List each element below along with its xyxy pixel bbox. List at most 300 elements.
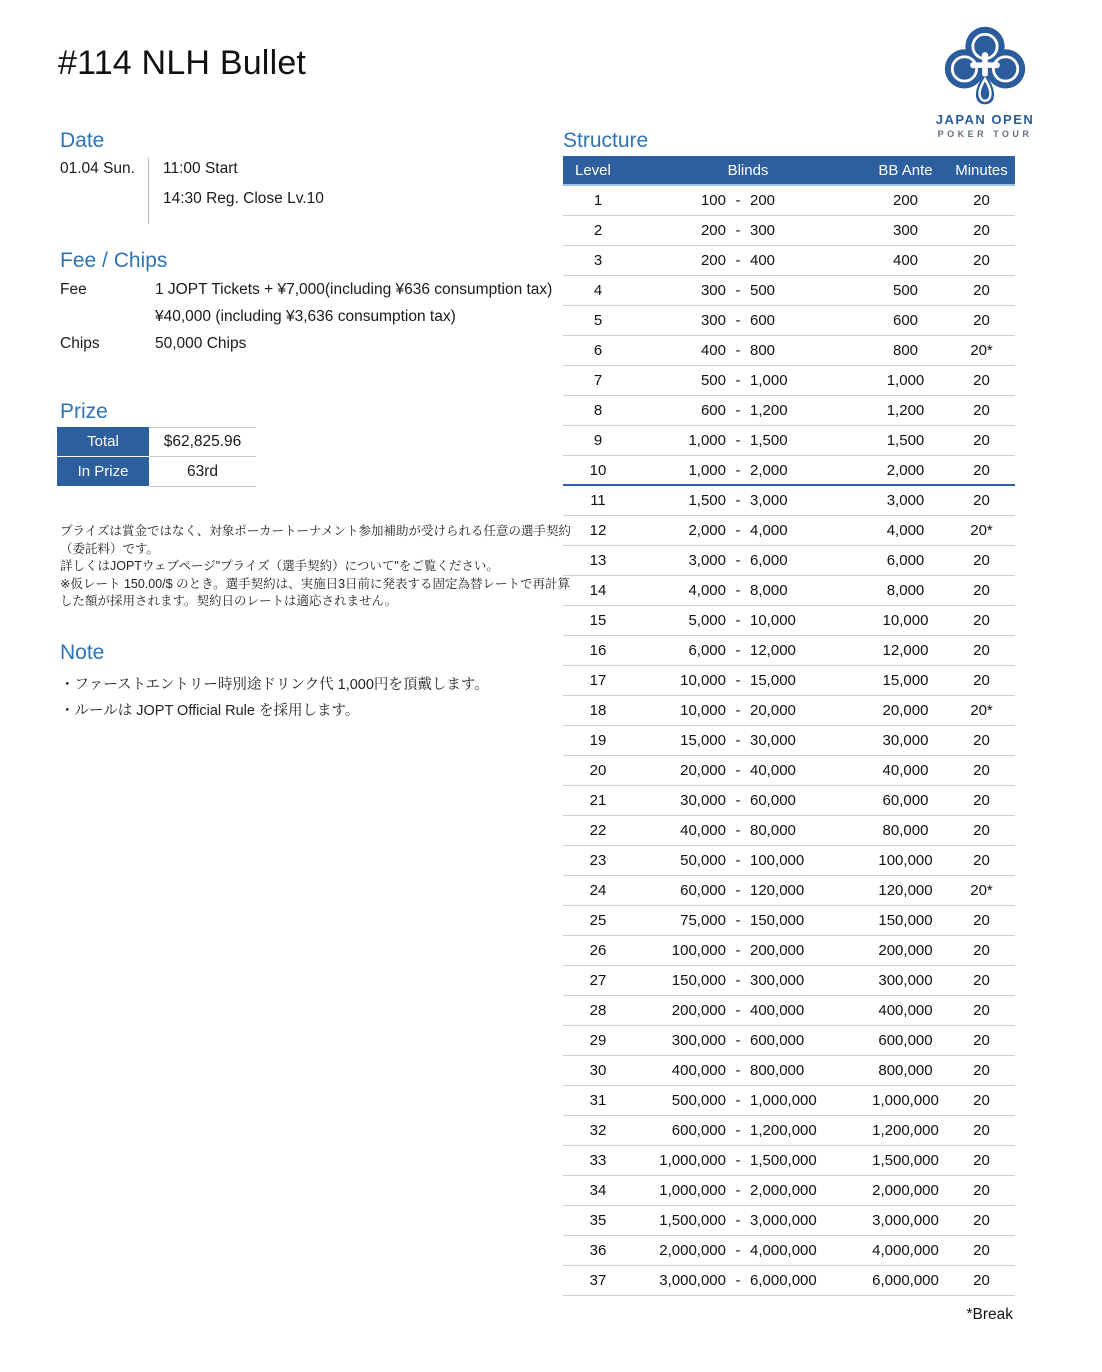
- bb-ante-cell: 60,000: [882, 792, 929, 809]
- structure-level-row: [563, 306, 1015, 336]
- big-blind-cell: 120,000: [750, 882, 805, 899]
- chips-label: Chips: [60, 335, 100, 352]
- structure-level-row: [563, 396, 1015, 426]
- small-blind-cell: 2,000,000: [659, 1242, 726, 1259]
- minutes-cell: 20: [973, 912, 990, 929]
- structure-level-row: [563, 696, 1015, 726]
- disclaimer-line-3: ※仮レート 150.00/$ のとき。選手契約は、実施日3日前に発表する固定為替レートで再計算した額が採用されます。契約日のレートは適応されません。: [60, 576, 571, 608]
- big-blind-cell: 30,000: [750, 732, 796, 749]
- page-title: #114 NLH Bullet: [58, 44, 307, 82]
- level-cell: 3: [593, 252, 603, 269]
- minutes-cell: 20: [973, 612, 990, 629]
- small-blind-cell: 4,000: [688, 582, 726, 599]
- structure-level-row: [563, 1116, 1015, 1146]
- big-blind-cell: 1,200,000: [750, 1122, 817, 1139]
- minutes-cell: 20: [973, 312, 990, 329]
- small-blind-cell: 1,000,000: [659, 1152, 726, 1169]
- level-cell: 29: [589, 1032, 607, 1049]
- small-blind-cell: 1,000: [688, 461, 726, 479]
- prize-disclaimer: [60, 523, 574, 611]
- blinds-dash: -: [735, 882, 741, 899]
- minutes-cell: 20: [973, 192, 990, 209]
- blinds-dash: -: [735, 1242, 741, 1259]
- prize-inprize-label: In Prize: [57, 457, 149, 487]
- level-cell: 27: [589, 972, 607, 989]
- blinds-dash: -: [735, 372, 741, 389]
- small-blind-cell: 600,000: [671, 1122, 726, 1139]
- note-section: [60, 672, 574, 724]
- blinds-dash: -: [735, 762, 741, 779]
- blinds-dash: -: [735, 402, 741, 419]
- small-blind-cell: 3,000: [688, 552, 726, 569]
- bb-ante-cell: 6,000,000: [872, 1272, 939, 1289]
- minutes-cell: 20: [973, 432, 990, 449]
- blinds-dash: -: [735, 972, 741, 989]
- bb-ante-cell: 1,000: [886, 372, 925, 389]
- blinds-dash: -: [735, 1032, 741, 1049]
- big-blind-cell: 40,000: [750, 762, 796, 779]
- level-cell: 6: [593, 342, 603, 359]
- structure-level-row: [563, 216, 1015, 246]
- structure-level-row: [563, 906, 1015, 936]
- blinds-dash: -: [735, 1152, 741, 1169]
- prize-total-label: Total: [57, 427, 149, 457]
- structure-level-row: [563, 516, 1015, 546]
- structure-level-row: [563, 726, 1015, 756]
- date-section: [60, 158, 440, 224]
- minutes-cell: 20: [973, 642, 990, 659]
- structure-level-row: [563, 186, 1015, 216]
- structure-level-row: [563, 576, 1015, 606]
- blinds-dash: -: [735, 522, 741, 539]
- minutes-cell: 20: [973, 222, 990, 239]
- prize-table: [57, 427, 256, 487]
- bb-ante-cell: 3,000: [886, 492, 925, 509]
- prize-inprize-row: [57, 457, 256, 487]
- club-suit-icon: [937, 24, 1033, 110]
- blinds-dash: -: [735, 642, 741, 659]
- blinds-dash: -: [735, 252, 741, 269]
- minutes-cell: 20*: [970, 522, 993, 539]
- small-blind-cell: 1,000: [688, 432, 726, 449]
- structure-level-row: [563, 246, 1015, 276]
- structure-level-row: [563, 846, 1015, 876]
- blinds-dash: -: [735, 222, 741, 239]
- big-blind-cell: 400: [750, 252, 776, 269]
- note-item-2: ・ルールは JOPT Official Rule を採用します。: [60, 703, 360, 719]
- bb-ante-cell: 400: [892, 252, 919, 269]
- blinds-dash: -: [735, 1182, 741, 1199]
- japan-open-poker-tour-logo: [930, 24, 1040, 139]
- minutes-cell: 20: [973, 762, 990, 779]
- bb-ante-cell: 4,000: [886, 522, 925, 539]
- blinds-dash: -: [735, 792, 741, 809]
- minutes-cell: 20: [973, 972, 990, 989]
- prize-total-row: [57, 427, 256, 457]
- blinds-dash: -: [735, 312, 741, 329]
- bb-ante-cell: 15,000: [882, 672, 929, 689]
- small-blind-cell: 500: [700, 372, 726, 389]
- bb-ante-cell: 10,000: [882, 612, 929, 629]
- bb-ante-cell: 150,000: [878, 912, 933, 929]
- chips-value: 50,000 Chips: [155, 335, 247, 352]
- level-cell: 23: [589, 852, 607, 869]
- blinds-dash: -: [735, 1212, 741, 1229]
- small-blind-cell: 200: [700, 252, 726, 269]
- note-item-1: ・ファーストエントリー時別途ドリンク代 1,000円を頂戴します。: [60, 677, 489, 693]
- small-blind-cell: 50,000: [680, 852, 726, 869]
- note-heading: Note: [60, 641, 105, 664]
- blinds-dash: -: [735, 342, 741, 359]
- small-blind-cell: 150,000: [671, 972, 726, 989]
- small-blind-cell: 400,000: [671, 1062, 726, 1079]
- structure-level-row: [563, 1146, 1015, 1176]
- small-blind-cell: 1,500,000: [659, 1212, 726, 1229]
- structure-level-row: [563, 1266, 1015, 1296]
- big-blind-cell: 600: [750, 312, 776, 329]
- big-blind-cell: 80,000: [750, 822, 796, 839]
- blinds-dash: -: [735, 492, 741, 509]
- structure-level-row: [563, 1236, 1015, 1266]
- big-blind-cell: 10,000: [750, 612, 796, 629]
- bb-ante-cell: 400,000: [878, 1002, 933, 1019]
- structure-level-row: [563, 366, 1015, 396]
- structure-level-row: [563, 426, 1015, 456]
- level-cell: 12: [589, 522, 607, 539]
- minutes-cell: 20: [973, 1092, 990, 1109]
- blinds-dash: -: [735, 1272, 741, 1289]
- blinds-dash: -: [735, 461, 741, 479]
- structure-level-row: [563, 486, 1015, 516]
- prize-total-value: $62,825.96: [149, 427, 256, 457]
- small-blind-cell: 500,000: [671, 1092, 726, 1109]
- bb-ante-cell: 200: [892, 192, 919, 209]
- small-blind-cell: 10,000: [680, 672, 726, 689]
- small-blind-cell: 75,000: [680, 912, 726, 929]
- big-blind-cell: 15,000: [750, 672, 796, 689]
- minutes-cell: 20*: [970, 702, 993, 719]
- structure-level-row: [563, 1086, 1015, 1116]
- level-cell: 5: [593, 312, 603, 329]
- blinds-dash: -: [735, 672, 741, 689]
- disclaimer-line-2: 詳しくはJOPTウェブページ"プライズ（選手契約）について"をご覧ください。: [60, 559, 499, 573]
- small-blind-cell: 60,000: [680, 882, 726, 899]
- level-cell: 32: [589, 1122, 607, 1139]
- level-cell: 30: [589, 1062, 607, 1079]
- small-blind-cell: 2,000: [688, 522, 726, 539]
- big-blind-cell: 6,000: [750, 552, 788, 569]
- minutes-cell: 20: [973, 461, 990, 479]
- structure-level-row: [563, 936, 1015, 966]
- level-cell: 9: [593, 432, 603, 449]
- minutes-cell: 20*: [970, 342, 993, 359]
- big-blind-cell: 300: [750, 222, 776, 239]
- structure-level-row: [563, 276, 1015, 306]
- bb-ante-cell: 12,000: [882, 642, 929, 659]
- level-cell: 22: [589, 822, 607, 839]
- big-blind-cell: 8,000: [750, 582, 788, 599]
- bb-ante-cell: 120,000: [878, 882, 933, 899]
- level-cell: 35: [589, 1212, 607, 1229]
- structure-level-row: [563, 606, 1015, 636]
- structure-level-row: [563, 336, 1015, 366]
- minutes-cell: 20: [973, 822, 990, 839]
- minutes-cell: 20*: [970, 882, 993, 899]
- small-blind-cell: 300: [700, 282, 726, 299]
- minutes-cell: 20: [973, 372, 990, 389]
- minutes-cell: 20: [973, 252, 990, 269]
- minutes-cell: 20: [973, 1062, 990, 1079]
- start-time: 11:00 Start: [163, 160, 238, 177]
- big-blind-cell: 1,200: [750, 402, 788, 419]
- big-blind-cell: 200,000: [750, 942, 805, 959]
- big-blind-cell: 600,000: [750, 1032, 805, 1049]
- bb-ante-cell: 1,500,000: [872, 1152, 939, 1169]
- small-blind-cell: 100: [700, 192, 726, 209]
- bb-ante-cell: 300,000: [878, 972, 933, 989]
- bb-ante-cell: 800,000: [878, 1062, 933, 1079]
- bb-ante-cell: 6,000: [886, 552, 925, 569]
- big-blind-cell: 500: [750, 282, 776, 299]
- column-header-bb-ante: BB Ante: [878, 161, 933, 179]
- structure-level-row: [563, 636, 1015, 666]
- level-cell: 18: [589, 702, 607, 719]
- bb-ante-cell: 4,000,000: [872, 1242, 939, 1259]
- big-blind-cell: 1,000: [750, 372, 788, 389]
- bb-ante-cell: 2,000,000: [872, 1182, 939, 1199]
- prize-heading: Prize: [60, 400, 108, 423]
- minutes-cell: 20: [973, 492, 990, 509]
- small-blind-cell: 20,000: [680, 762, 726, 779]
- level-cell: 8: [593, 402, 603, 419]
- bb-ante-cell: 1,200: [886, 402, 925, 419]
- fee-value-line2: ¥40,000 (including ¥3,636 consumption tax): [155, 308, 456, 325]
- level-cell: 2: [593, 222, 603, 239]
- fee-chips-heading: Fee / Chips: [60, 249, 168, 272]
- minutes-cell: 20: [973, 552, 990, 569]
- structure-table-body: [563, 186, 1015, 1296]
- minutes-cell: 20: [973, 1272, 990, 1289]
- big-blind-cell: 800,000: [750, 1062, 805, 1079]
- structure-table-header: [563, 156, 1015, 186]
- bb-ante-cell: 100,000: [878, 852, 933, 869]
- logo-text-japan-open: JAPAN OPEN: [935, 112, 1035, 127]
- minutes-cell: 20: [973, 282, 990, 299]
- level-cell: 19: [589, 732, 607, 749]
- bb-ante-cell: 300: [892, 222, 919, 239]
- bb-ante-cell: 8,000: [886, 582, 925, 599]
- big-blind-cell: 20,000: [750, 702, 796, 719]
- blinds-dash: -: [735, 732, 741, 749]
- structure-level-row: [563, 456, 1015, 486]
- minutes-cell: 20: [973, 1212, 990, 1229]
- small-blind-cell: 300,000: [671, 1032, 726, 1049]
- level-cell: 14: [589, 582, 607, 599]
- small-blind-cell: 15,000: [680, 732, 726, 749]
- column-header-minutes: Minutes: [955, 161, 1008, 179]
- structure-level-row: [563, 666, 1015, 696]
- small-blind-cell: 400: [700, 342, 726, 359]
- disclaimer-line-1: プライズは賞金ではなく、対象ポーカートーナメント参加補助が受けられる任意の選手契約（委託料）です。: [60, 524, 572, 556]
- date-heading: Date: [60, 129, 105, 152]
- fee-value-line1: 1 JOPT Tickets + ¥7,000(including ¥636 consumption tax): [155, 281, 553, 298]
- blinds-dash: -: [735, 612, 741, 629]
- big-blind-cell: 4,000,000: [750, 1242, 817, 1259]
- blinds-dash: -: [735, 552, 741, 569]
- minutes-cell: 20: [973, 1242, 990, 1259]
- level-cell: 37: [589, 1272, 607, 1289]
- small-blind-cell: 300: [700, 312, 726, 329]
- big-blind-cell: 6,000,000: [750, 1272, 817, 1289]
- big-blind-cell: 400,000: [750, 1002, 805, 1019]
- date-value: 01.04 Sun.: [60, 160, 135, 177]
- small-blind-cell: 10,000: [680, 702, 726, 719]
- level-cell: 1: [593, 192, 603, 209]
- column-header-level: Level: [575, 161, 611, 179]
- structure-level-row: [563, 816, 1015, 846]
- small-blind-cell: 30,000: [680, 792, 726, 809]
- level-cell: 36: [589, 1242, 607, 1259]
- level-cell: 17: [589, 672, 607, 689]
- minutes-cell: 20: [973, 1002, 990, 1019]
- minutes-cell: 20: [973, 672, 990, 689]
- small-blind-cell: 600: [700, 402, 726, 419]
- minutes-cell: 20: [973, 1182, 990, 1199]
- structure-level-row: [563, 546, 1015, 576]
- bb-ante-cell: 2,000: [886, 461, 925, 479]
- structure-level-row: [563, 1206, 1015, 1236]
- blinds-dash: -: [735, 822, 741, 839]
- big-blind-cell: 1,500: [750, 432, 788, 449]
- level-cell: 20: [589, 762, 607, 779]
- big-blind-cell: 60,000: [750, 792, 796, 809]
- small-blind-cell: 1,500: [688, 492, 726, 509]
- level-cell: 25: [589, 912, 607, 929]
- bb-ante-cell: 600,000: [878, 1032, 933, 1049]
- minutes-cell: 20: [973, 942, 990, 959]
- structure-level-row: [563, 786, 1015, 816]
- big-blind-cell: 3,000: [750, 492, 788, 509]
- big-blind-cell: 200: [750, 192, 776, 209]
- small-blind-cell: 6,000: [688, 642, 726, 659]
- structure-level-row: [563, 1176, 1015, 1206]
- level-cell: 28: [589, 1002, 607, 1019]
- small-blind-cell: 5,000: [688, 612, 726, 629]
- structure-level-row: [563, 756, 1015, 786]
- blinds-dash: -: [735, 852, 741, 869]
- big-blind-cell: 12,000: [750, 642, 796, 659]
- column-header-blinds: Blinds: [727, 161, 769, 179]
- bb-ante-cell: 800: [892, 342, 919, 359]
- bb-ante-cell: 1,200,000: [872, 1122, 939, 1139]
- level-cell: 26: [589, 942, 607, 959]
- prize-inprize-value: 63rd: [149, 457, 256, 487]
- bb-ante-cell: 1,000,000: [872, 1092, 939, 1109]
- blinds-dash: -: [735, 582, 741, 599]
- blinds-dash: -: [735, 912, 741, 929]
- big-blind-cell: 2,000,000: [750, 1182, 817, 1199]
- big-blind-cell: 3,000,000: [750, 1212, 817, 1229]
- blinds-dash: -: [735, 432, 741, 449]
- level-cell: 10: [589, 461, 607, 479]
- big-blind-cell: 300,000: [750, 972, 805, 989]
- level-cell: 21: [589, 792, 607, 809]
- minutes-cell: 20: [973, 1032, 990, 1049]
- structure-level-row: [563, 1056, 1015, 1086]
- level-cell: 15: [589, 612, 607, 629]
- bb-ante-cell: 500: [892, 282, 919, 299]
- small-blind-cell: 40,000: [680, 822, 726, 839]
- bb-ante-cell: 1,500: [886, 432, 925, 449]
- blinds-dash: -: [735, 1002, 741, 1019]
- blinds-dash: -: [735, 942, 741, 959]
- big-blind-cell: 2,000: [750, 461, 788, 479]
- blinds-dash: -: [735, 282, 741, 299]
- level-cell: 16: [589, 642, 607, 659]
- bb-ante-cell: 40,000: [882, 762, 929, 779]
- small-blind-cell: 200: [700, 222, 726, 239]
- bb-ante-cell: 80,000: [882, 822, 929, 839]
- small-blind-cell: 3,000,000: [659, 1272, 726, 1289]
- level-cell: 24: [589, 882, 607, 899]
- reg-close-time: 14:30 Reg. Close Lv.10: [163, 190, 324, 207]
- logo-text-poker-tour: POKER TOUR: [937, 129, 1033, 139]
- bb-ante-cell: 30,000: [882, 732, 929, 749]
- small-blind-cell: 1,000,000: [659, 1182, 726, 1199]
- minutes-cell: 20: [973, 1122, 990, 1139]
- big-blind-cell: 800: [750, 342, 776, 359]
- big-blind-cell: 100,000: [750, 852, 805, 869]
- big-blind-cell: 1,500,000: [750, 1152, 817, 1169]
- fee-label: Fee: [60, 281, 87, 298]
- blinds-dash: -: [735, 702, 741, 719]
- structure-level-row: [563, 966, 1015, 996]
- level-cell: 4: [593, 282, 603, 299]
- level-cell: 7: [593, 372, 603, 389]
- break-footnote: *Break: [966, 1306, 1013, 1323]
- structure-level-row: [563, 996, 1015, 1026]
- minutes-cell: 20: [973, 732, 990, 749]
- bb-ante-cell: 3,000,000: [872, 1212, 939, 1229]
- level-cell: 31: [589, 1092, 607, 1109]
- big-blind-cell: 150,000: [750, 912, 805, 929]
- minutes-cell: 20: [973, 792, 990, 809]
- date-divider: [148, 158, 149, 224]
- minutes-cell: 20: [973, 1152, 990, 1169]
- big-blind-cell: 1,000,000: [750, 1092, 817, 1109]
- structure-level-row: [563, 876, 1015, 906]
- structure-table: [563, 156, 1015, 1296]
- level-cell: 11: [590, 492, 606, 509]
- bb-ante-cell: 600: [892, 312, 919, 329]
- minutes-cell: 20: [973, 402, 990, 419]
- bb-ante-cell: 20,000: [882, 702, 929, 719]
- structure-heading: Structure: [563, 129, 649, 152]
- blinds-dash: -: [735, 1062, 741, 1079]
- minutes-cell: 20: [973, 852, 990, 869]
- level-cell: 33: [589, 1152, 607, 1169]
- fee-chips-section: [60, 281, 570, 362]
- small-blind-cell: 100,000: [671, 942, 726, 959]
- level-cell: 13: [589, 552, 607, 569]
- blinds-dash: -: [735, 1122, 741, 1139]
- blinds-dash: -: [735, 192, 741, 209]
- bb-ante-cell: 200,000: [878, 942, 933, 959]
- structure-level-row: [563, 1026, 1015, 1056]
- minutes-cell: 20: [973, 582, 990, 599]
- big-blind-cell: 4,000: [750, 522, 788, 539]
- small-blind-cell: 200,000: [671, 1002, 726, 1019]
